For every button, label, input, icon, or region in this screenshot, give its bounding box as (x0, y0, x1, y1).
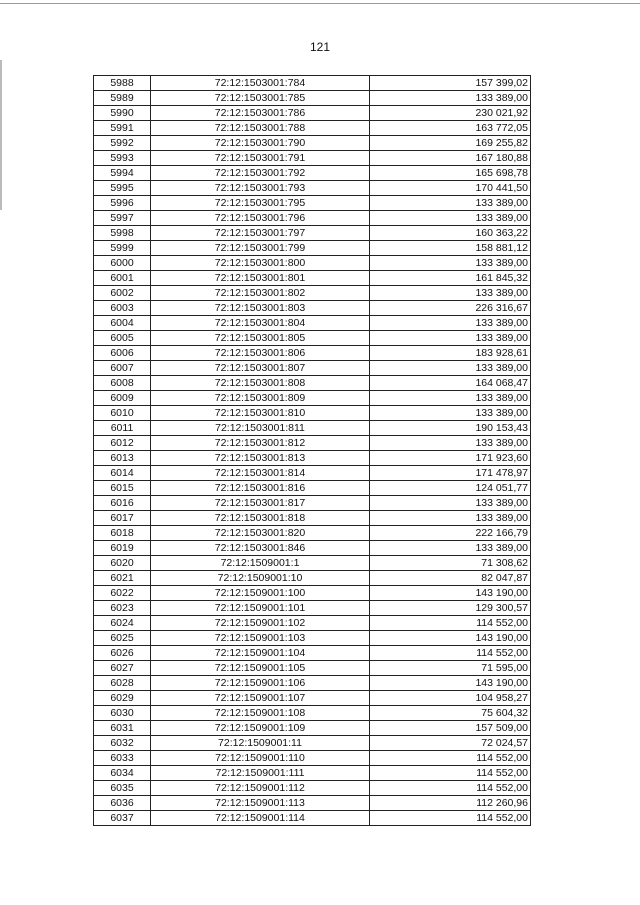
cadastral-value-cell: 161 845,32 (370, 271, 531, 286)
cadastral-number-cell: 72:12:1503001:818 (151, 511, 370, 526)
table-row (94, 211, 531, 226)
row-number-cell: 5989 (94, 91, 151, 106)
table-row (94, 616, 531, 631)
row-number-cell: 6016 (94, 496, 151, 511)
cadastral-value-cell: 190 153,43 (370, 421, 531, 436)
cadastral-value-cell: 114 552,00 (370, 616, 531, 631)
row-number-cell: 6006 (94, 346, 151, 361)
cadastral-value-cell: 157 509,00 (370, 721, 531, 736)
table-row (94, 361, 531, 376)
cadastral-value-cell: 133 389,00 (370, 541, 531, 556)
table-row (94, 526, 531, 541)
cadastral-number-cell: 72:12:1509001:102 (151, 616, 370, 631)
cadastral-value-cell: 133 389,00 (370, 361, 531, 376)
cadastral-value-cell: 226 316,67 (370, 301, 531, 316)
row-number-cell: 6002 (94, 286, 151, 301)
page-number: 121 (309, 40, 331, 54)
cadastral-value-cell: 124 051,77 (370, 481, 531, 496)
cadastral-value-cell: 133 389,00 (370, 406, 531, 421)
cadastral-value-cell: 133 389,00 (370, 331, 531, 346)
cadastral-value-cell: 133 389,00 (370, 496, 531, 511)
row-number-cell: 6021 (94, 571, 151, 586)
cadastral-value-cell: 169 255,82 (370, 136, 531, 151)
row-number-cell: 6003 (94, 301, 151, 316)
cadastral-value-cell: 157 399,02 (370, 76, 531, 91)
cadastral-number-cell: 72:12:1509001:11 (151, 736, 370, 751)
row-number-cell: 5995 (94, 181, 151, 196)
cadastral-value-cell: 129 300,57 (370, 601, 531, 616)
cadastral-number-cell: 72:12:1503001:791 (151, 151, 370, 166)
row-number-cell: 6019 (94, 541, 151, 556)
cadastral-number-cell: 72:12:1503001:800 (151, 256, 370, 271)
cadastral-number-cell: 72:12:1509001:110 (151, 751, 370, 766)
cadastral-value-cell: 171 923,60 (370, 451, 531, 466)
cadastral-number-cell: 72:12:1503001:799 (151, 241, 370, 256)
row-number-cell: 6025 (94, 631, 151, 646)
row-number-cell: 6023 (94, 601, 151, 616)
cadastral-value-cell: 133 389,00 (370, 511, 531, 526)
cadastral-value-cell: 143 190,00 (370, 676, 531, 691)
cadastral-value-cell: 143 190,00 (370, 586, 531, 601)
table-row (94, 181, 531, 196)
row-number-cell: 6010 (94, 406, 151, 421)
cadastral-number-cell: 72:12:1509001:104 (151, 646, 370, 661)
table-row (94, 136, 531, 151)
table-row (94, 91, 531, 106)
row-number-cell: 6009 (94, 391, 151, 406)
cadastral-number-cell: 72:12:1503001:846 (151, 541, 370, 556)
row-number-cell: 6014 (94, 466, 151, 481)
row-number-cell: 6022 (94, 586, 151, 601)
scan-edge-mark (0, 60, 2, 210)
cadastral-value-cell: 114 552,00 (370, 766, 531, 781)
row-number-cell: 6033 (94, 751, 151, 766)
cadastral-value-cell: 114 552,00 (370, 751, 531, 766)
cadastral-value-cell: 133 389,00 (370, 211, 531, 226)
cadastral-number-cell: 72:12:1509001:105 (151, 661, 370, 676)
row-number-cell: 6013 (94, 451, 151, 466)
cadastral-number-cell: 72:12:1503001:792 (151, 166, 370, 181)
cadastral-number-cell: 72:12:1509001:112 (151, 781, 370, 796)
row-number-cell: 6020 (94, 556, 151, 571)
table-row (94, 541, 531, 556)
table-row (94, 106, 531, 121)
table-row (94, 781, 531, 796)
table-row (94, 571, 531, 586)
cadastral-value-cell: 133 389,00 (370, 286, 531, 301)
table-row (94, 631, 531, 646)
cadastral-value-cell: 230 021,92 (370, 106, 531, 121)
table-row (94, 316, 531, 331)
table-row (94, 421, 531, 436)
cadastral-number-cell: 72:12:1509001:108 (151, 706, 370, 721)
row-number-cell: 6035 (94, 781, 151, 796)
row-number-cell: 5998 (94, 226, 151, 241)
row-number-cell: 5994 (94, 166, 151, 181)
table-row (94, 151, 531, 166)
table-row (94, 601, 531, 616)
table-row (94, 436, 531, 451)
cadastral-value-cell: 160 363,22 (370, 226, 531, 241)
cadastral-value-cell: 163 772,05 (370, 121, 531, 136)
table-row (94, 121, 531, 136)
cadastral-value-cell: 133 389,00 (370, 91, 531, 106)
row-number-cell: 6028 (94, 676, 151, 691)
cadastral-number-cell: 72:12:1509001:114 (151, 811, 370, 826)
top-border-line (0, 3, 640, 4)
cadastral-number-cell: 72:12:1503001:806 (151, 346, 370, 361)
cadastral-number-cell: 72:12:1509001:113 (151, 796, 370, 811)
cadastral-value-cell: 171 478,97 (370, 466, 531, 481)
cadastral-number-cell: 72:12:1503001:805 (151, 331, 370, 346)
row-number-cell: 6000 (94, 256, 151, 271)
cadastral-number-cell: 72:12:1509001:103 (151, 631, 370, 646)
row-number-cell: 6012 (94, 436, 151, 451)
table-row (94, 481, 531, 496)
table-row (94, 676, 531, 691)
table-row (94, 766, 531, 781)
table-row (94, 331, 531, 346)
cadastral-value-cell: 165 698,78 (370, 166, 531, 181)
cadastral-value-cell: 112 260,96 (370, 796, 531, 811)
table-row (94, 196, 531, 211)
cadastral-value-cell: 183 928,61 (370, 346, 531, 361)
cadastral-number-cell: 72:12:1503001:810 (151, 406, 370, 421)
table-row (94, 406, 531, 421)
cadastral-number-cell: 72:12:1503001:808 (151, 376, 370, 391)
table-row (94, 76, 531, 91)
cadastral-number-cell: 72:12:1503001:813 (151, 451, 370, 466)
row-number-cell: 6034 (94, 766, 151, 781)
row-number-cell: 5999 (94, 241, 151, 256)
row-number-cell: 5996 (94, 196, 151, 211)
cadastral-value-cell: 82 047,87 (370, 571, 531, 586)
row-number-cell: 6015 (94, 481, 151, 496)
row-number-cell: 6036 (94, 796, 151, 811)
row-number-cell: 6017 (94, 511, 151, 526)
cadastral-value-cell: 104 958,27 (370, 691, 531, 706)
table-row (94, 661, 531, 676)
cadastral-number-cell: 72:12:1503001:793 (151, 181, 370, 196)
cadastral-value-cell: 114 552,00 (370, 646, 531, 661)
cadastral-number-cell: 72:12:1509001:111 (151, 766, 370, 781)
cadastral-number-cell: 72:12:1503001:790 (151, 136, 370, 151)
row-number-cell: 6032 (94, 736, 151, 751)
cadastral-value-cell: 133 389,00 (370, 316, 531, 331)
table-row (94, 511, 531, 526)
cadastral-number-cell: 72:12:1503001:801 (151, 271, 370, 286)
cadastral-number-cell: 72:12:1509001:106 (151, 676, 370, 691)
table-body (94, 76, 531, 826)
row-number-cell: 6029 (94, 691, 151, 706)
cadastral-number-cell: 72:12:1503001:817 (151, 496, 370, 511)
row-number-cell: 6026 (94, 646, 151, 661)
cadastral-number-cell: 72:12:1503001:807 (151, 361, 370, 376)
table-row (94, 751, 531, 766)
row-number-cell: 6030 (94, 706, 151, 721)
row-number-cell: 6004 (94, 316, 151, 331)
cadastral-number-cell: 72:12:1503001:809 (151, 391, 370, 406)
cadastral-value-cell: 71 595,00 (370, 661, 531, 676)
cadastral-value-cell: 133 389,00 (370, 436, 531, 451)
cadastral-value-cell: 170 441,50 (370, 181, 531, 196)
table-row (94, 811, 531, 826)
table-row (94, 391, 531, 406)
cadastral-value-cell: 158 881,12 (370, 241, 531, 256)
cadastral-number-cell: 72:12:1503001:796 (151, 211, 370, 226)
table-row (94, 466, 531, 481)
cadastral-value-cell: 71 308,62 (370, 556, 531, 571)
cadastral-value-cell: 222 166,79 (370, 526, 531, 541)
table-row (94, 691, 531, 706)
row-number-cell: 6011 (94, 421, 151, 436)
table-row (94, 271, 531, 286)
table-row (94, 646, 531, 661)
cadastral-number-cell: 72:12:1503001:816 (151, 481, 370, 496)
cadastral-value-cell: 133 389,00 (370, 391, 531, 406)
row-number-cell: 6001 (94, 271, 151, 286)
cadastral-number-cell: 72:12:1509001:109 (151, 721, 370, 736)
table-row (94, 166, 531, 181)
cadastral-number-cell: 72:12:1509001:1 (151, 556, 370, 571)
table-row (94, 346, 531, 361)
cadastral-value-table (93, 75, 531, 826)
table-row (94, 586, 531, 601)
cadastral-number-cell: 72:12:1503001:804 (151, 316, 370, 331)
table-row (94, 736, 531, 751)
cadastral-value-cell: 167 180,88 (370, 151, 531, 166)
cadastral-number-cell: 72:12:1509001:107 (151, 691, 370, 706)
table-row (94, 796, 531, 811)
cadastral-number-cell: 72:12:1503001:811 (151, 421, 370, 436)
cadastral-number-cell: 72:12:1503001:786 (151, 106, 370, 121)
row-number-cell: 6005 (94, 331, 151, 346)
row-number-cell: 6007 (94, 361, 151, 376)
cadastral-number-cell: 72:12:1509001:10 (151, 571, 370, 586)
table-row (94, 376, 531, 391)
cadastral-number-cell: 72:12:1503001:797 (151, 226, 370, 241)
cadastral-value-cell: 114 552,00 (370, 781, 531, 796)
row-number-cell: 5992 (94, 136, 151, 151)
row-number-cell: 6031 (94, 721, 151, 736)
row-number-cell: 5990 (94, 106, 151, 121)
table-row (94, 556, 531, 571)
row-number-cell: 5988 (94, 76, 151, 91)
table-row (94, 706, 531, 721)
row-number-cell: 6018 (94, 526, 151, 541)
cadastral-value-cell: 72 024,57 (370, 736, 531, 751)
cadastral-number-cell: 72:12:1503001:788 (151, 121, 370, 136)
cadastral-value-cell: 133 389,00 (370, 256, 531, 271)
cadastral-number-cell: 72:12:1503001:785 (151, 91, 370, 106)
table-row (94, 496, 531, 511)
cadastral-number-cell: 72:12:1503001:802 (151, 286, 370, 301)
row-number-cell: 6008 (94, 376, 151, 391)
cadastral-number-cell: 72:12:1503001:795 (151, 196, 370, 211)
cadastral-value-cell: 75 604,32 (370, 706, 531, 721)
cadastral-number-cell: 72:12:1509001:100 (151, 586, 370, 601)
cadastral-number-cell: 72:12:1503001:803 (151, 301, 370, 316)
table-row (94, 721, 531, 736)
cadastral-value-cell: 133 389,00 (370, 196, 531, 211)
cadastral-number-cell: 72:12:1503001:812 (151, 436, 370, 451)
row-number-cell: 5997 (94, 211, 151, 226)
table-row (94, 241, 531, 256)
cadastral-value-cell: 114 552,00 (370, 811, 531, 826)
table-row (94, 286, 531, 301)
cadastral-value-cell: 164 068,47 (370, 376, 531, 391)
row-number-cell: 5993 (94, 151, 151, 166)
table-row (94, 301, 531, 316)
cadastral-value-cell: 143 190,00 (370, 631, 531, 646)
table-row (94, 451, 531, 466)
cadastral-number-cell: 72:12:1503001:814 (151, 466, 370, 481)
cadastral-number-cell: 72:12:1509001:101 (151, 601, 370, 616)
row-number-cell: 6027 (94, 661, 151, 676)
cadastral-number-cell: 72:12:1503001:784 (151, 76, 370, 91)
table-row (94, 256, 531, 271)
cadastral-number-cell: 72:12:1503001:820 (151, 526, 370, 541)
row-number-cell: 6024 (94, 616, 151, 631)
row-number-cell: 5991 (94, 121, 151, 136)
table-row (94, 226, 531, 241)
row-number-cell: 6037 (94, 811, 151, 826)
